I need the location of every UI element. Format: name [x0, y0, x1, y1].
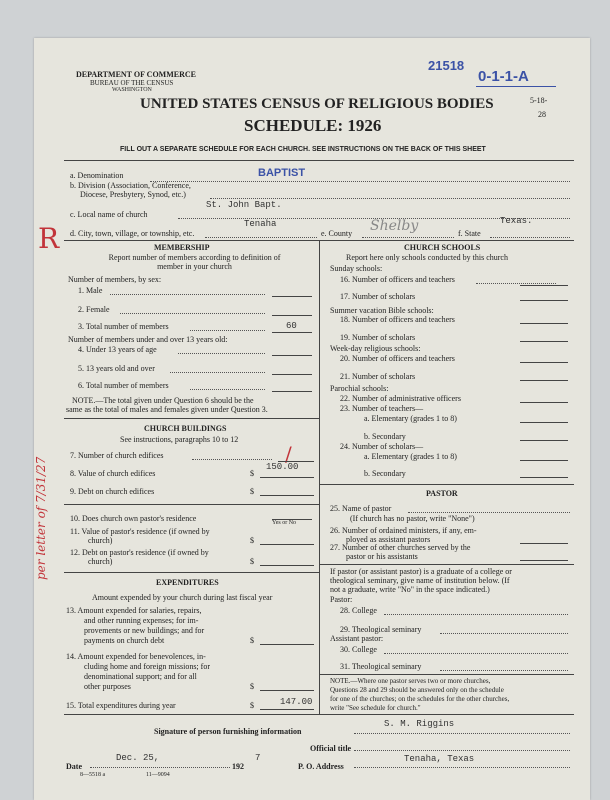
pastor-note-4: write "See schedule for church." — [330, 704, 421, 712]
form-number: 8—5518 a — [80, 772, 106, 778]
label-city: d. City, town, village, or township, etc. — [70, 229, 195, 238]
red-mark-r: R — [38, 222, 60, 255]
red-tick: / — [285, 442, 292, 466]
po-address-value: Tenaha, Texas — [404, 754, 475, 764]
membership-instr-2: member in your church — [157, 262, 232, 271]
q27-line2: pastor or his assistants — [346, 552, 418, 561]
q19: 19. Number of scholars — [340, 333, 416, 342]
weekday-schools: Week-day religious schools: — [330, 344, 421, 353]
q17: 17. Number of scholars — [340, 292, 416, 301]
q18: 18. Number of officers and teachers — [340, 315, 455, 324]
q16: 16. Number of officers and teachers — [340, 275, 455, 284]
church-name-value: St. John Bapt. — [206, 200, 282, 210]
denomination-value: BAPTIST — [258, 167, 306, 179]
label-church-name: c. Local name of church — [70, 210, 148, 219]
q15-dollar: $ — [250, 701, 254, 710]
q22: 22. Number of administrative officers — [340, 394, 461, 403]
membership-byage: Number of members under and over 13 years old: — [68, 335, 228, 344]
summer-schools: Summer vacation Bible schools: — [330, 306, 434, 315]
q13-line2: and other running expenses; for im- — [84, 616, 199, 625]
city-name: WASHINGTON — [112, 87, 152, 93]
q3-total-value: 60 — [286, 321, 297, 331]
asst-pastor-subhead: Assistant pastor: — [330, 634, 384, 643]
date-stamp-bottom: 28 — [538, 110, 546, 119]
q13-dollar: $ — [250, 636, 254, 645]
q12-residence-debt: 12. Debt on pastor's residence (if owned by — [70, 548, 209, 557]
year-prefix: 192 — [232, 762, 244, 771]
q29: 29. Theological seminary — [340, 625, 422, 634]
q23-b: b. Secondary — [364, 432, 406, 441]
form-subtitle: SCHEDULE: 1926 — [244, 116, 382, 135]
bureau-name: BUREAU OF THE CENSUS — [90, 79, 174, 87]
signature-value: S. M. Riggins — [384, 719, 455, 729]
dept-name: DEPARTMENT OF COMMERCE — [76, 70, 197, 79]
q23: 23. Number of teachers— — [340, 404, 424, 413]
label-denomination: a. Denomination — [70, 171, 124, 180]
q14-line3: denominational support; and for all — [84, 672, 197, 681]
q25-note: (If church has no pastor, write "None") — [350, 514, 475, 523]
po-address-label: P. O. Address — [298, 762, 344, 771]
expenditures-heading: EXPENDITURES — [156, 578, 219, 587]
q30: 30. College — [340, 645, 377, 654]
q27: 27. Number of other churches served by the — [330, 543, 471, 552]
q8-value-amount: 150.00 — [266, 462, 299, 472]
q10-residence: 10. Does church own pastor's residence — [70, 514, 197, 523]
q12-dollar: $ — [250, 557, 254, 566]
parochial-schools: Parochial schools: — [330, 384, 389, 393]
q3-total: 3. Total number of members — [78, 322, 169, 331]
q2-female: 2. Female — [78, 305, 110, 314]
q24-a: a. Elementary (grades 1 to 8) — [364, 452, 457, 461]
date-value: Dec. 25, — [116, 753, 160, 763]
q13-line4: payments on church debt — [84, 636, 165, 645]
q26-line2: ployed as assistant pastors — [346, 535, 431, 544]
q14-line4: other purposes — [84, 682, 131, 691]
q6-total: 6. Total number of members — [78, 381, 169, 390]
q14-label: 14. Amount expended for benevolences, in- — [66, 652, 206, 661]
date-label: Date — [66, 762, 82, 771]
q26: 26. Number of ordained ministers, if any, em- — [330, 526, 477, 535]
q31: 31. Theological seminary — [340, 662, 422, 671]
q24: 24. Number of scholars— — [340, 442, 424, 451]
pastor-instr-2: theological seminary, give name of institution below. (If — [330, 576, 510, 585]
q15-value: 147.00 — [280, 697, 313, 707]
red-note-vertical: per letter of 7/31/27 — [34, 456, 48, 580]
q21: 21. Number of scholars — [340, 372, 416, 381]
q13-label: 13. Amount expended for salaries, repairs, — [66, 606, 202, 615]
label-division-sub: Diocese, Presbytery, Synod, etc.) — [80, 190, 186, 199]
q5-over13: 5. 13 years old and over — [78, 364, 155, 373]
q8-dollar: $ — [250, 469, 254, 478]
q13-line3: provements or new buildings; and for — [84, 626, 205, 635]
q8-value: 8. Value of church edifices — [70, 469, 156, 478]
city-value: Tenaha — [244, 219, 277, 229]
date-stamp-top: 5-18- — [530, 96, 548, 105]
code-stamp: 0-1-1-A — [478, 68, 529, 85]
membership-note-2: same as the total of males and females given under Question 3. — [66, 405, 268, 414]
sunday-schools: Sunday schools: — [330, 264, 383, 273]
pastor-instr-1: If pastor (or assistant pastor) is a graduate of a college or — [330, 567, 512, 576]
buildings-instr: See instructions, paragraphs 10 to 12 — [120, 435, 239, 444]
pastor-note-3: for one of the churches; on the schedules for the other churches, — [330, 695, 510, 703]
q15-label: 15. Total expenditures during year — [66, 701, 176, 710]
print-number: 11—9094 — [146, 772, 170, 778]
label-county: e. County — [321, 229, 353, 238]
county-handwritten: Shelby — [370, 218, 419, 234]
schools-instr: Report here only schools conducted by this church — [346, 253, 508, 262]
membership-note-1: NOTE.—The total given under Question 6 should be the — [72, 396, 254, 405]
q1-male: 1. Male — [78, 286, 103, 295]
pastor-instr-3: not a graduate, write "No" in the space indicated.) — [330, 585, 490, 594]
q9-debt: 9. Debt on church edifices — [70, 487, 155, 496]
official-title-label: Official title — [310, 744, 352, 753]
year-value: 7 — [255, 753, 261, 763]
schools-heading: CHURCH SCHOOLS — [404, 243, 481, 252]
pastor-note-2: Questions 28 and 29 should be answered only on the schedule — [330, 686, 504, 694]
expenditures-instr: Amount expended by your church during last fiscal year — [92, 593, 273, 602]
q11-owned: church) — [88, 536, 113, 545]
q14-line2: cluding home and foreign missions; for — [84, 662, 210, 671]
q25: 25. Name of pastor — [330, 504, 392, 513]
label-state: f. State — [458, 229, 481, 238]
q11-dollar: $ — [250, 536, 254, 545]
form-title: UNITED STATES CENSUS OF RELIGIOUS BODIES — [140, 96, 494, 112]
buildings-heading: CHURCH BUILDINGS — [144, 424, 227, 433]
doc-number-stamp: 21518 — [428, 58, 465, 73]
state-value: Texas. — [500, 216, 533, 226]
label-division: b. Division (Association, Conference, — [70, 181, 191, 190]
pastor-subhead: Pastor: — [330, 595, 353, 604]
q9-dollar: $ — [250, 487, 254, 496]
fill-instructions: FILL OUT A SEPARATE SCHEDULE FOR EACH CHURCH. SEE INSTRUCTIONS ON THE BACK OF THIS SHEET — [120, 146, 486, 153]
q10-yesno: Yes or No — [272, 520, 297, 526]
pastor-note-1: NOTE.—Where one pastor serves two or more churches, — [330, 677, 491, 685]
membership-heading: MEMBERSHIP — [154, 243, 210, 252]
q24-b: b. Secondary — [364, 469, 406, 478]
pastor-heading: PASTOR — [426, 489, 458, 498]
q12-owned: church) — [88, 557, 113, 566]
signature-label: Signature of person furnishing information — [154, 727, 302, 736]
q7-edifices: 7. Number of church edifices — [70, 451, 164, 460]
q4-under13: 4. Under 13 years of age — [78, 345, 157, 354]
q14-dollar: $ — [250, 682, 254, 691]
q20: 20. Number of officers and teachers — [340, 354, 455, 363]
q23-a: a. Elementary (grades 1 to 8) — [364, 414, 457, 423]
membership-instr-1: Report number of members according to definition of — [108, 253, 281, 262]
membership-bysex: Number of members, by sex: — [68, 275, 162, 284]
q11-residence-value: 11. Value of pastor's residence (if owned by — [70, 527, 210, 536]
q28: 28. College — [340, 606, 377, 615]
